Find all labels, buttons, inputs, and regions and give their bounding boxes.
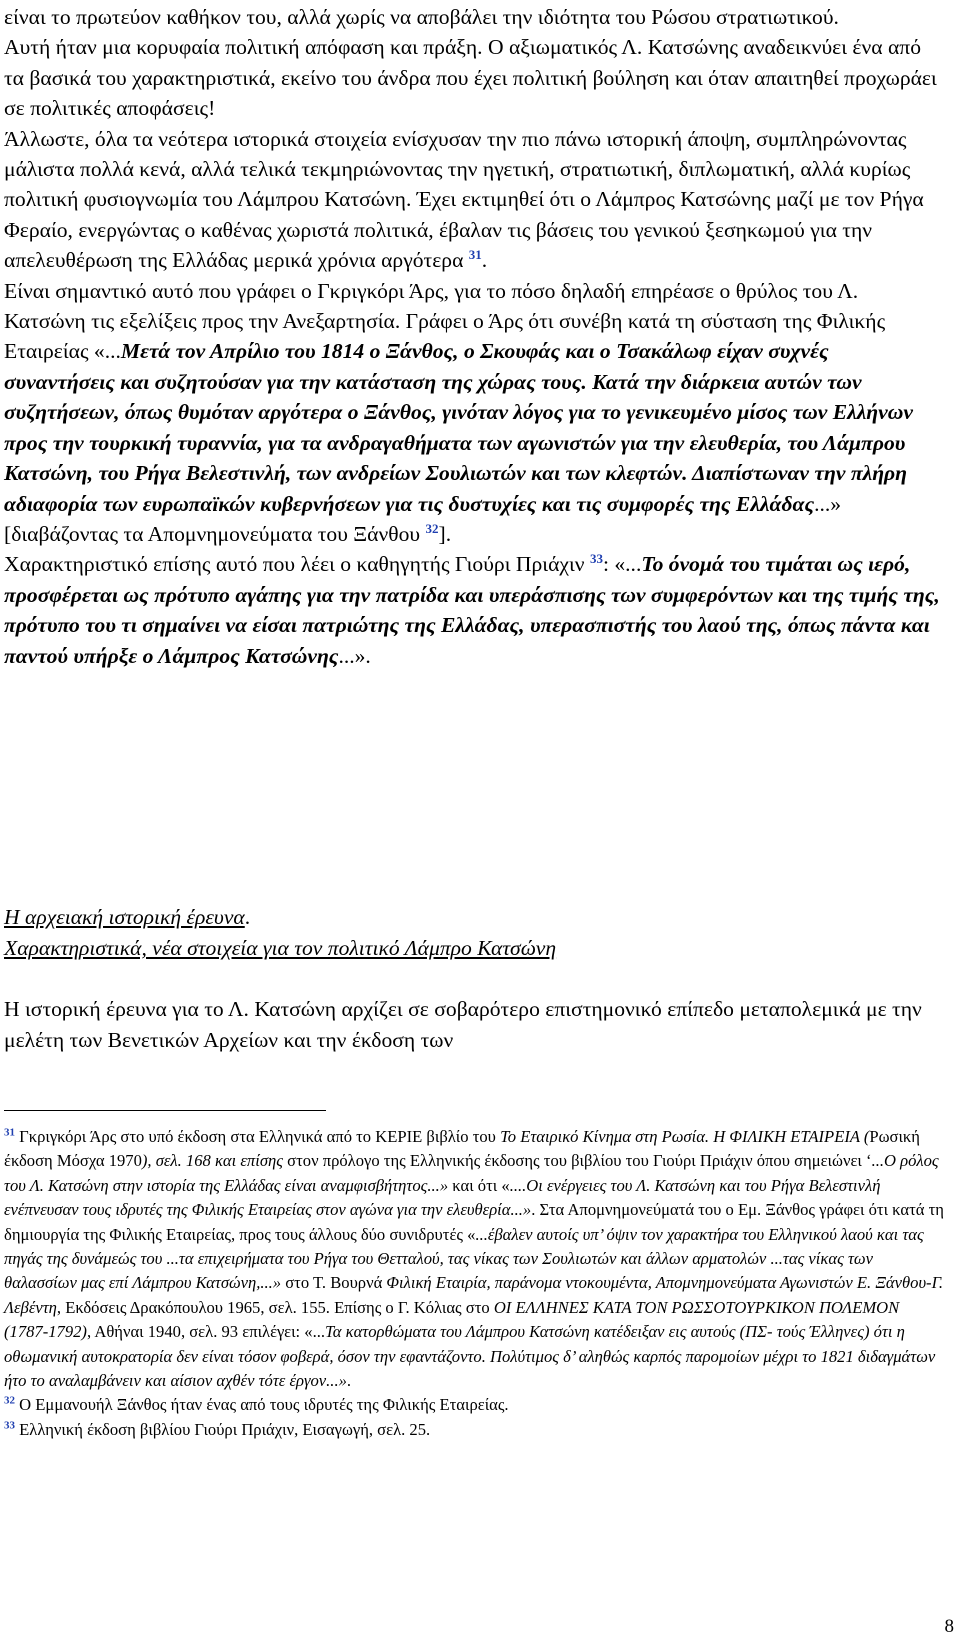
footnote-number: 31 <box>4 1126 15 1139</box>
footnote-text: στον πρόλογο της Ελληνικής έκδοσης του βιβλίου του Γιούρι Πριάχιν όπου σημειώνει ‘ <box>283 1151 872 1171</box>
paragraph-text: Άλλωστε, όλα τα νεότερα ιστορικά στοιχεία ενίσχυσαν την πιο πάνω ιστορική άποψη, συμπληρώνοντας μάλιστα πολλά κενά, αλλά τελικά τεκμηριώνοντας την ηγετική, στρατιωτική, διπλωματική, αλλά κυρίως πολιτική φυσιογνωμία του Λάμπρου Κατσώνη. Έχει εκτιμηθεί ότι ο Λάμπρος Κατσώνης μαζί με τον Ρήγα Φεραίο, ενεργώντας ο καθένας χωριστά πολιτικά, έβαλαν τις βάσεις του γενικού ξεσηκωμού για την απελευθέρωση της Ελλάδας μερικά χρόνια αργότερα <box>4 126 924 273</box>
paragraph-text: ...» [διαβάζοντας τα Απομνημονεύματα του Ξάνθου <box>4 491 842 546</box>
footnote-text: Το Εταιρικό Κίνημα στη Ρωσία. Η ΦΙΛΙΚΗ ΕΤΑΙΡΕΙΑ ( <box>500 1127 870 1146</box>
footnotes <box>4 1125 944 1442</box>
footnote-32 <box>4 1393 944 1417</box>
heading-archival-research: Η αρχειακή ιστορική έρευνα <box>4 905 245 929</box>
punctuation: . <box>481 248 488 273</box>
footnote-text: ), σελ. 168 και επίσης <box>141 1151 284 1171</box>
punctuation: . <box>244 905 251 929</box>
paragraph-text: Είναι σημαντικό αυτό που γράφει ο Γκριγκόρι Άρς, για το πόσο δηλαδή επηρέασε ο θρύλος του Λ. Κατσώνη τις εξελίξεις προς την Ανεξαρτησία. Γράφει ο Άρς ότι συνέβη κατά τη σύσταση της Φιλικής Εταιρείας «... <box>4 278 886 364</box>
quote-priakhin: Το όνομά του τιμάται ως ιερό, προσφέρεται ως πρότυπο αγάπης για την πατρίδα και υπεράσπισης των συμφερόντων και της τιμής της, πρότυπο του τι σημαίνει να είσαι πατριώτης της Ελλάδας, υπερασπιστής του λαού της, όπως πάντα και παντού υπήρξε ο Λάμπρος Κατσώνης <box>4 552 940 668</box>
section-heading <box>4 902 940 964</box>
quote-ars: Μετά τον Απρίλιο του 1814 ο Ξάνθος, ο Σκουφάς και ο Τσακάλωφ είχαν συχνές συναντήσεις και συζητούσαν για την κατάσταση της χώρας τους. Κατά την διάρκεια αυτών των συζητήσεων, όπως θυμόταν αργότερα ο Ξάνθος, γινόταν λόγος για το γενικευμένο μίσος των Ελλήνων προς την τουρκική τυραννία, για τα ανδραγαθήματα των αγωνιστών για την ελευθερία, του Λάμπρου Κατσώνη, του Ρήγα Βελεστινλή, των ανδρείων Σουλιωτών και των κλεφτών. Διαπίστωναν την πλήρη αδιαφορία των ευρωπαϊκών κυβερνήσεων για τις δυστυχίες και τις συμφορές της Ελλάδας <box>4 339 913 516</box>
footnote-ref-33[interactable]: 33 <box>589 551 603 567</box>
main-text <box>4 2 940 671</box>
footnote-ref-31[interactable]: 31 <box>468 247 482 263</box>
footnote-text: Φιλική Εταιρία, παράνομα ντοκουμέντα, Απομνημονεύματα Αγωνιστών Ε. Ξάνθου-Γ. Λεβέντη <box>4 1273 944 1317</box>
section-text <box>4 994 940 1056</box>
footnote-number: 33 <box>4 1419 15 1432</box>
heading-new-elements: Χαρακτηριστικά, νέα στοιχεία για τον πολιτικό Λάμπρο Κατσώνη <box>4 936 557 960</box>
footnote-text: ...έβαλεν αυτοίς υπ’ όψιν τον χαρακτήρα του Ελληνικού λαού και τας πηγάς της δυνάμεώς του ...τα επιχειρήματα του Ρήγα του Θετταλού, τας νίκας των Σουλιωτών και άλλων αρματολών ...τας νίκας των θαλασσίων μας επί Λάμπρου Κατσώνη,...» <box>4 1224 924 1293</box>
footnote-number: 32 <box>4 1394 15 1407</box>
page-number: 8 <box>944 1616 954 1637</box>
footnote-31 <box>4 1125 944 1393</box>
footnote-text: Τα κατορθώματα του Λάμπρου Κατσώνη κατέδειξαν εις αυτούς (ΠΣ- τούς Έλληνες) ότι η οθωμανική αυτοκρατορία δεν είναι τόσον φοβερά, όσον την εφαντάζοντο. Πολύτιμος δ’ αληθώς καρπός παρομοίων μέχρι το 1821 διδαγμάτων ήτο το αναλαμβάνειν και αίσιον αχθέν τότε έργον...» <box>4 1322 936 1391</box>
footnote-text: Γκριγκόρι Άρς στο υπό έκδοση στα Ελληνικά από το ΚΕΡΙΕ βιβλίο του <box>15 1127 501 1146</box>
footnote-text: ...Ο ρόλος του Λ. Κατσώνη στην ιστορία της Ελλάδας είναι αναμφισβήτητος...» <box>4 1151 939 1195</box>
paragraph <box>4 549 940 671</box>
footnote-text: . Στα Απομνημονεύματά του ο Εμ. Ξάνθος γράφει ότι κατά τη δημιουργία της Φιλικής Εταιρείας, προς τους άλλους δύο συνιδρυτές « <box>4 1200 944 1244</box>
paragraph <box>4 276 940 550</box>
footnote-ref-32[interactable]: 32 <box>425 520 439 536</box>
footnote-separator <box>4 1110 326 1111</box>
footnote-33 <box>4 1418 944 1442</box>
footnote-text: ....Οι ενέργειες του Λ. Κατσώνη και του Ρήγα Βελεστινλή ενέπνευσαν τους ιδρυτές της Φιλικής Εταιρείας στον αγώνα για την ελευθερία...» <box>4 1175 881 1220</box>
footnote-text: Ελληνική έκδοση βιβλίου Γιούρι Πριάχιν, Εισαγωγή, σελ. 25. <box>15 1419 431 1439</box>
punctuation: ]. <box>438 521 452 546</box>
paragraph-text: Χαρακτηριστικό επίσης αυτό που λέει ο καθηγητής Γιούρι Πριάχιν <box>4 552 585 577</box>
footnote-text: και ότι « <box>448 1175 510 1195</box>
footnote-text: ΟΙ ΕΛΛΗΝΕΣ ΚΑΤΑ ΤΟΝ ΡΩΣΣΟΤΟΥΡΚΙΚΟΝ ΠΟΛΕΜΟΝ (1787-1792) <box>4 1297 900 1342</box>
paragraph: είναι το πρωτεύον καθήκον του, αλλά χωρίς να αποβάλει την ιδιότητα του Ρώσου στρατιωτικού. <box>4 5 839 29</box>
punctuation: : «... <box>602 552 642 577</box>
paragraph: Η ιστορική έρευνα για το Λ. Κατσώνη αρχίζει σε σοβαρότερο επιστημονικό επίπεδο μεταπολεμικά με την μελέτη των Βενετικών Αρχείων και την έκδοση των <box>4 997 922 1052</box>
footnote-text: Ο Εμμανουήλ Ξάνθος ήταν ένας από τους ιδρυτές της Φιλικής Εταιρείας. <box>15 1395 509 1415</box>
paragraph: Αυτή ήταν μια κορυφαία πολιτική απόφαση και πράξη. Ο αξιωματικός Λ. Κατσώνης αναδεικνύει ένα από τα βασικά του χαρακτηριστικά, εκείνο του άνδρα που έχει πολιτική βούληση και όταν απαιτηθεί προχωράει σε πολιτικές αποφάσεις! <box>4 35 937 121</box>
footnote-text: , Αθήναι 1940, σελ. 93 επιλέγει: «... <box>86 1322 326 1342</box>
footnote-text: , Εκδόσεις Δρακόπουλου 1965, σελ. 155. Επίσης ο Γ. Κόλιας στο <box>56 1297 494 1317</box>
footnote-text: . <box>346 1371 352 1391</box>
punctuation: ...». <box>338 643 371 668</box>
footnote-text: στο Τ. Βουρνά <box>281 1273 387 1293</box>
footnote-text: Ρωσική έκδοση Μόσχα 1970 <box>4 1127 920 1171</box>
paragraph <box>4 124 940 276</box>
